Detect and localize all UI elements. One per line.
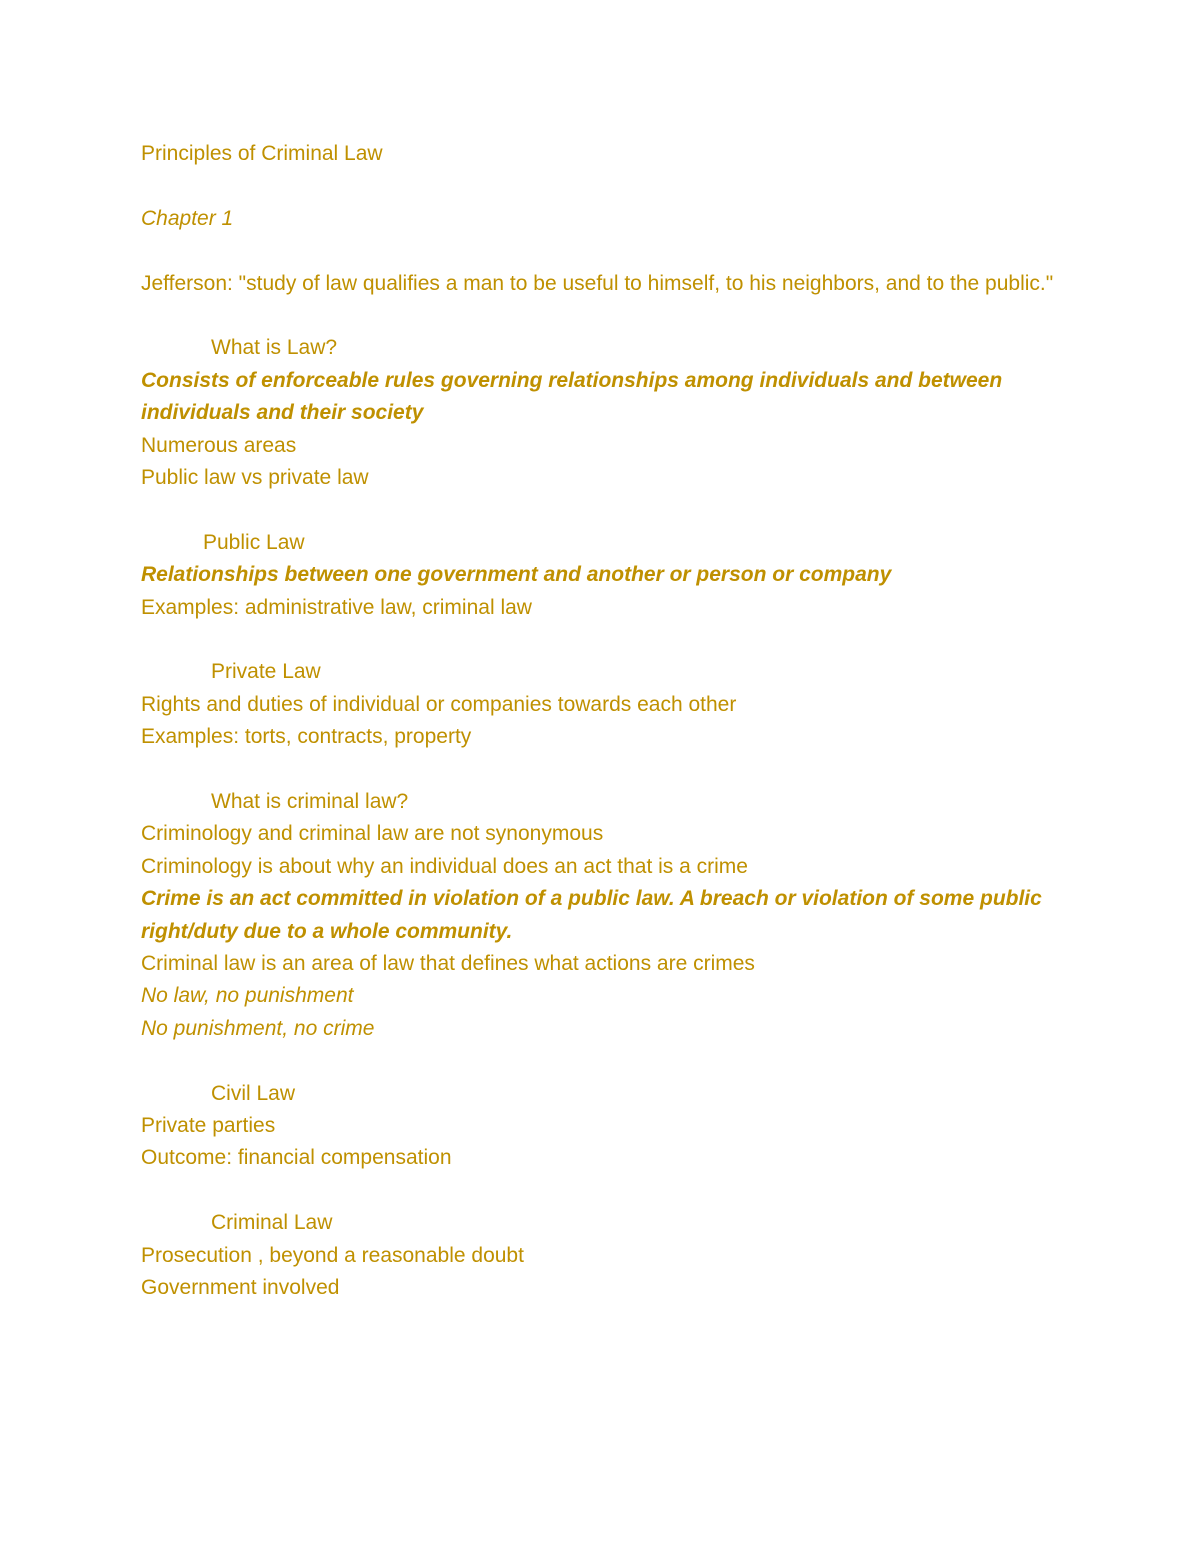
definition-crime: Crime is an act committed in violation of a public law. A breach or violation of some public right/duty due to a whole community. (141, 887, 1042, 943)
heading-what-is-criminal-law: What is criminal law? (211, 790, 409, 814)
text-line: Examples: administrative law, criminal law (141, 595, 532, 619)
spacer (141, 1045, 1061, 1077)
text-line: Examples: torts, contracts, property (141, 725, 472, 749)
spacer (141, 624, 1061, 656)
heading-private-law: Private Law (211, 660, 321, 684)
text-line: Criminology is about why an individual does an act that is a crime (141, 854, 748, 878)
text-line: Outcome: financial compensation (141, 1146, 452, 1170)
definition-public-law: Relationships between one government and another or person or company (141, 563, 892, 587)
text-line: Private parties (141, 1114, 276, 1138)
text-line: Government involved (141, 1276, 340, 1300)
heading-what-is-law: What is Law? (211, 336, 338, 360)
spacer (141, 300, 1061, 332)
spacer (141, 1175, 1061, 1207)
text-line: Criminology and criminal law are not synonymous (141, 822, 604, 846)
maxim: No punishment, no crime (141, 1016, 375, 1040)
jefferson-quote: Jefferson: "study of law qualifies a man to be useful to himself, to his neighbors, and to the public." (141, 271, 1054, 295)
heading-criminal-law: Criminal Law (211, 1211, 333, 1235)
document-title: Principles of Criminal Law (141, 142, 383, 165)
heading-public-law: Public Law (203, 530, 305, 554)
definition-law: Consists of enforceable rules governing relationships among individuals and between individuals and their society (141, 368, 1003, 425)
heading-civil-law: Civil Law (211, 1081, 296, 1105)
text-line: Public law vs private law (141, 466, 369, 490)
chapter-label: Chapter 1 (141, 206, 234, 230)
spacer (141, 235, 1061, 267)
text-line: Prosecution , beyond a reasonable doubt (141, 1243, 524, 1267)
spacer (141, 754, 1061, 786)
spacer (141, 170, 1061, 202)
maxim: No law, no punishment (141, 984, 354, 1008)
document-body (141, 138, 1061, 1305)
text-line: Criminal law is an area of law that defines what actions are crimes (141, 952, 755, 976)
text-line: Numerous areas (141, 433, 297, 457)
text-line: Rights and duties of individual or companies towards each other (141, 692, 737, 716)
spacer (141, 494, 1061, 526)
